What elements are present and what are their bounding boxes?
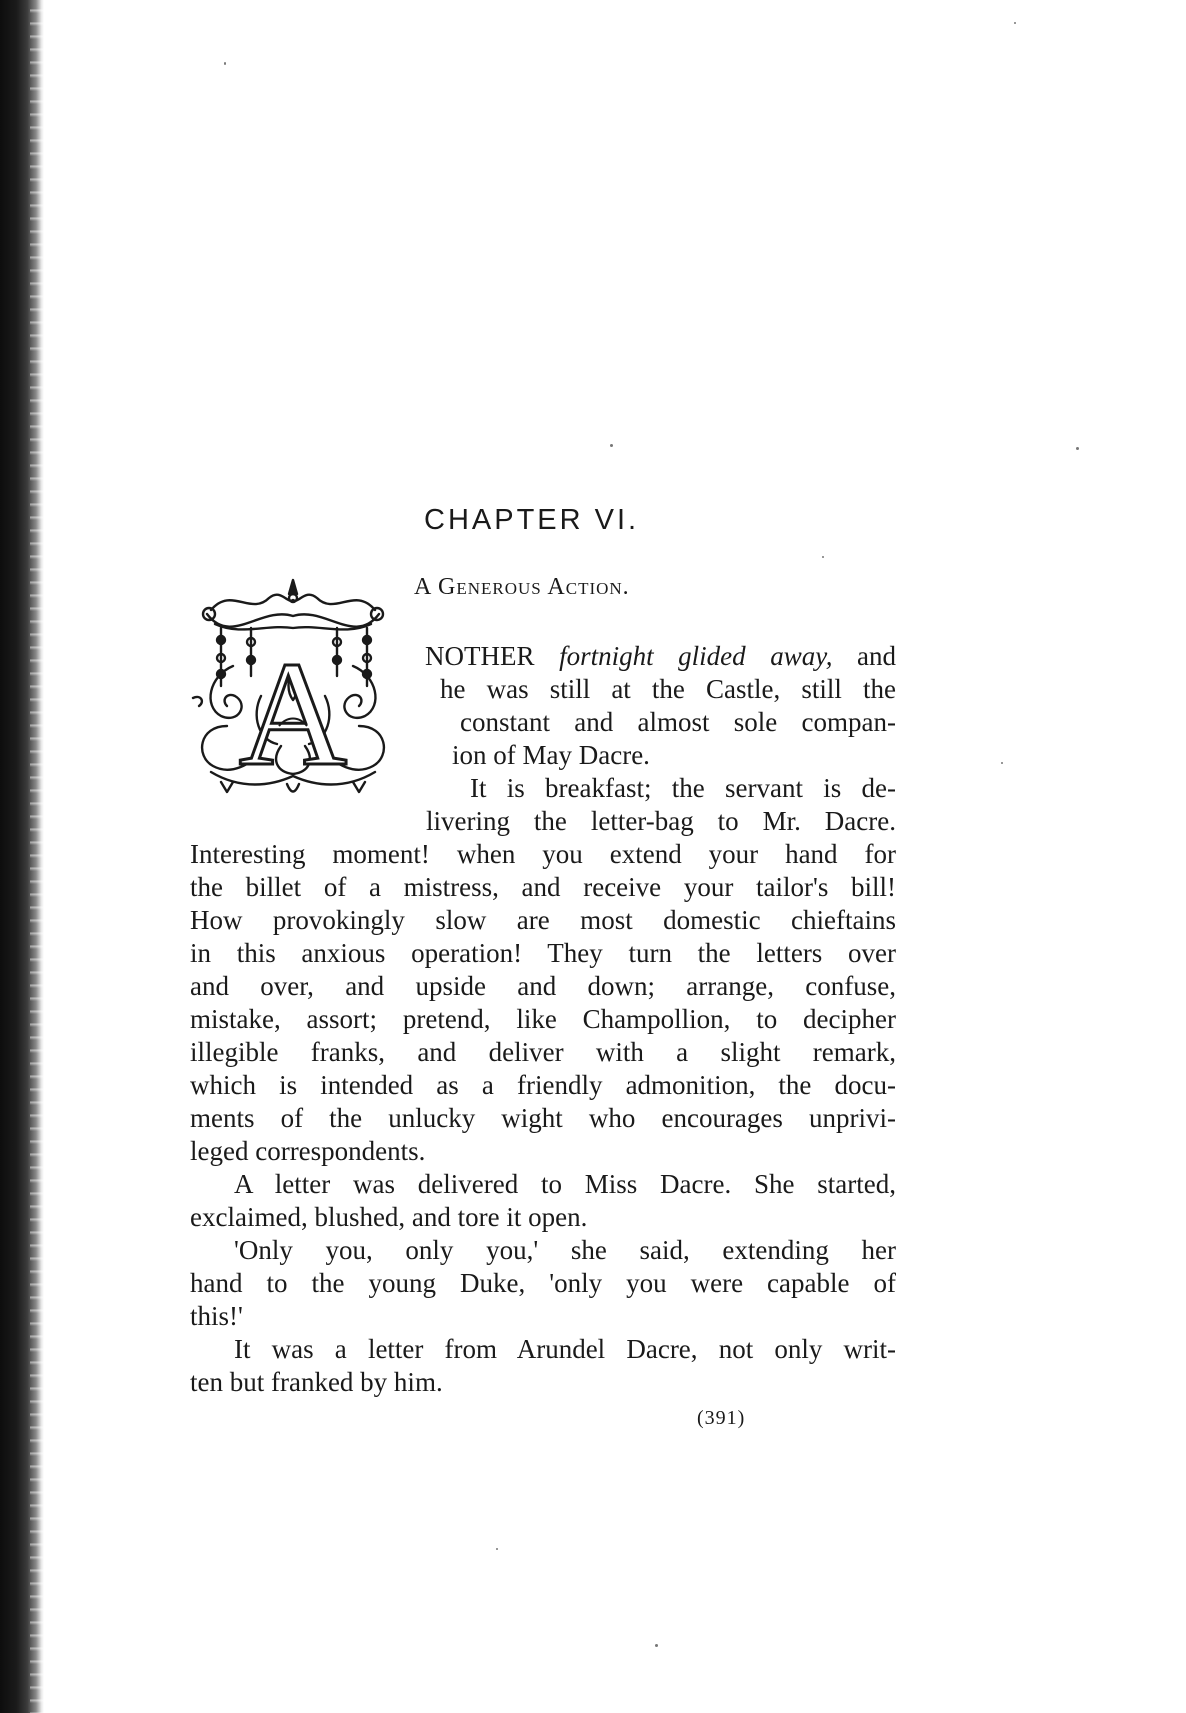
text-line: illegible franks, and deliver with a slight remark, — [190, 1037, 896, 1067]
text-line: hand to the young Duke, 'only you were capable of — [190, 1268, 896, 1298]
paper-fleck — [1001, 762, 1003, 764]
text-line: the billet of a mistress, and receive your tailor's bill! — [190, 872, 896, 902]
text-line: 'Only you, only you,' she said, extending her — [234, 1235, 896, 1265]
text-line: leged correspondents. — [190, 1136, 426, 1166]
chapter-title: CHAPTER VI. — [424, 504, 640, 536]
paper-fleck — [224, 62, 226, 65]
svg-text:A: A — [238, 631, 348, 797]
text-line: It was a letter from Arundel Dacre, not only writ- — [234, 1334, 896, 1364]
chapter-subtitle: A Generous Action. — [414, 574, 630, 600]
text-line: ments of the unlucky wight who encourages unprivi- — [190, 1103, 896, 1133]
text-line: mistake, assort; pretend, like Champollion, to decipher — [190, 1004, 896, 1034]
text-line: exclaimed, blushed, and tore it open. — [190, 1202, 588, 1232]
text-line: constant and almost sole compan- — [460, 707, 896, 737]
text-line: NOTHER fortnight glided away, and — [425, 641, 896, 671]
page-number: (391) — [697, 1407, 746, 1429]
text-line: It is breakfast; the servant is de- — [470, 773, 896, 803]
text-line: livering the letter-bag to Mr. Dacre. — [426, 806, 896, 836]
book-binding-edge — [0, 0, 44, 1713]
paper-fleck — [610, 444, 613, 447]
text-line: ten but franked by him. — [190, 1367, 443, 1397]
paper-fleck — [496, 1548, 498, 1550]
text-line: ion of May Dacre. — [452, 740, 650, 770]
text-line: in this anxious operation! They turn the letters over — [190, 938, 896, 968]
text-line: A letter was delivered to Miss Dacre. She started, — [234, 1169, 896, 1199]
paper-fleck — [822, 556, 824, 558]
paper-fleck — [655, 1644, 658, 1647]
text-line: Interesting moment! when you extend your hand for — [190, 839, 896, 869]
ornamental-drop-cap — [191, 576, 423, 802]
text-line: and over, and upside and down; arrange, confuse, — [190, 971, 896, 1001]
text-line: he was still at the Castle, still the — [440, 674, 896, 704]
paper-fleck — [1076, 447, 1079, 450]
text-line: How provokingly slow are most domestic chieftains — [190, 905, 896, 935]
text-line: this!' — [190, 1301, 243, 1331]
paper-fleck — [1014, 22, 1016, 24]
text-line: which is intended as a friendly admonition, the docu- — [190, 1070, 896, 1100]
